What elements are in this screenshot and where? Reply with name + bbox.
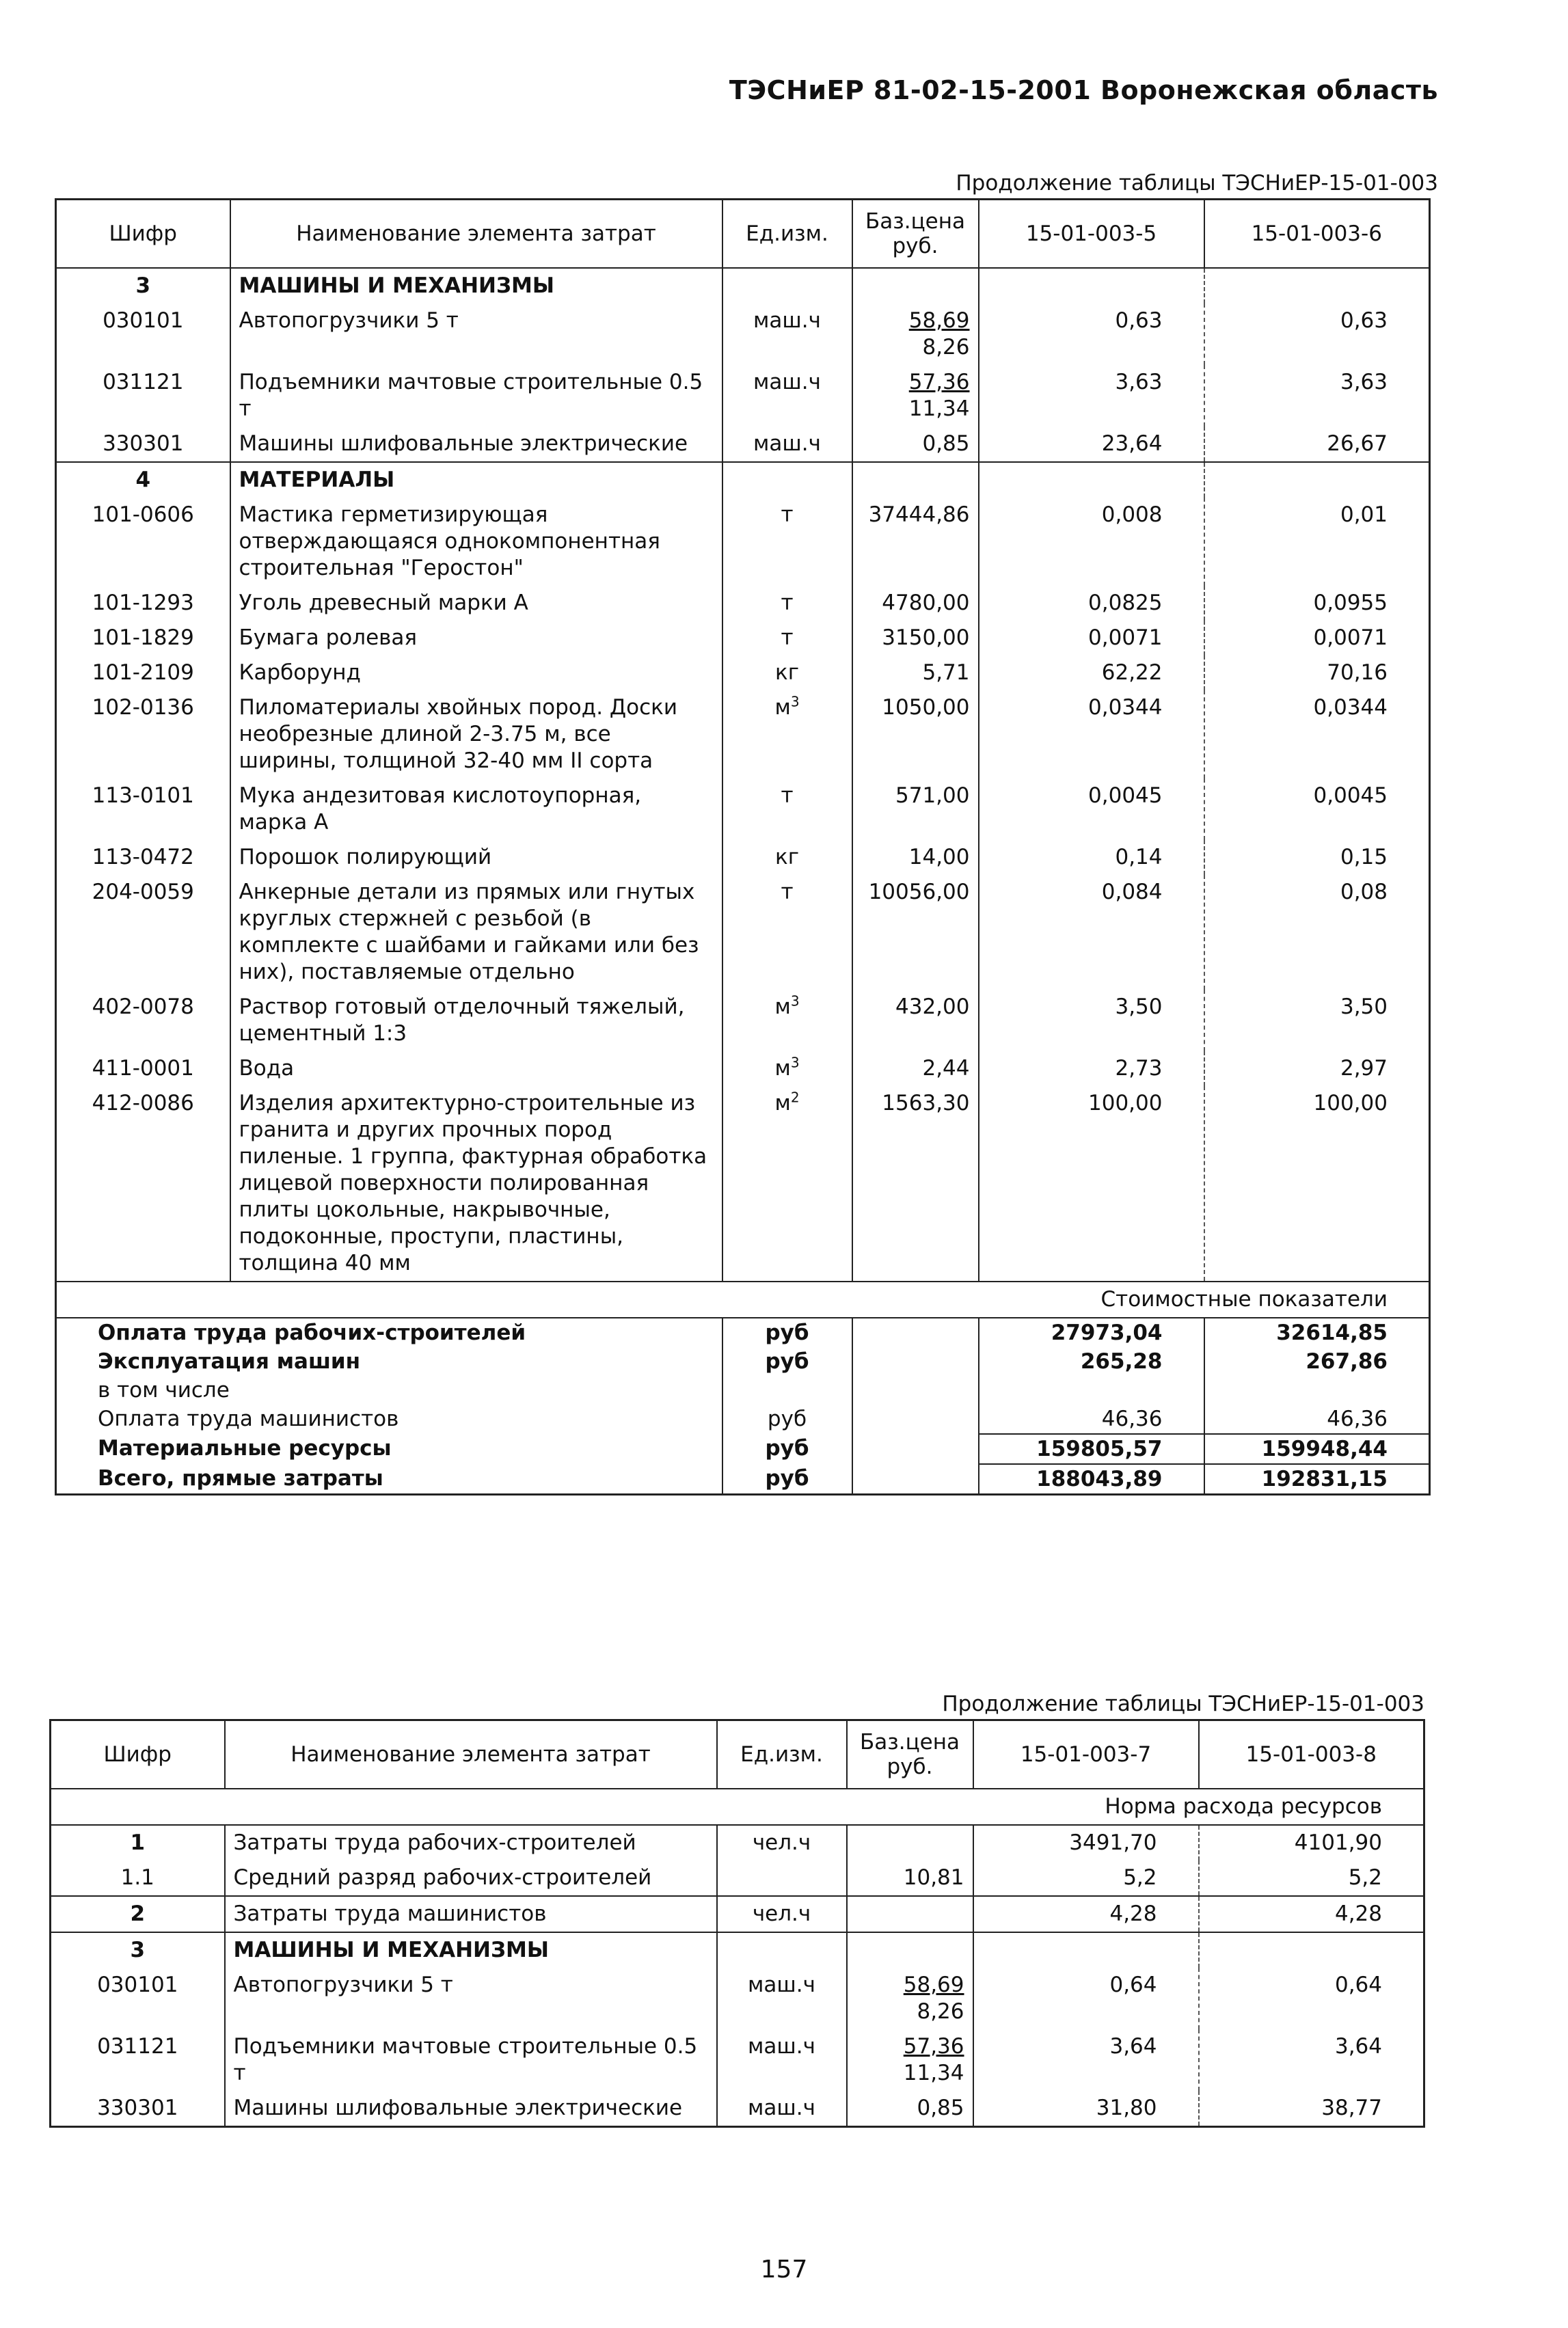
row-price [847, 1968, 973, 2029]
col-unit: Ед.изм. [717, 1720, 847, 1789]
row-value-b: 4,28 [1199, 1896, 1424, 1932]
unit-text: $м^2$ [774, 1089, 800, 1115]
col-variant-b: 15-01-003-8 [1199, 1720, 1424, 1789]
row-value-a: 0,0344 [979, 690, 1204, 779]
row-name: Бумага ролевая [230, 621, 722, 655]
table-row [56, 655, 1430, 690]
row-value-a: 5,2 [973, 1860, 1199, 1896]
row-code: 030101 [51, 1968, 225, 2029]
summary-value-a: 188043,89 [979, 1464, 1204, 1495]
row-price [852, 498, 979, 586]
row-code: 113-0101 [56, 779, 230, 840]
row-code: 102-0136 [56, 690, 230, 779]
row-name: Затраты труда рабочих-строителей [225, 1825, 717, 1860]
row-code: 101-2109 [56, 655, 230, 690]
table-row [56, 303, 1430, 365]
row-unit: кг [722, 840, 852, 875]
row-value-b [1199, 1932, 1424, 1968]
row-value-b: 70,16 [1327, 660, 1388, 685]
summary-value-a: 159805,57 [979, 1434, 1204, 1464]
summary-value-a: 27973,04 [979, 1318, 1204, 1347]
row-value-b: 100,00 [1313, 1090, 1388, 1115]
row-name: МАШИНЫ И МЕХАНИЗМЫ [230, 268, 722, 303]
table-row [56, 498, 1430, 586]
price-primary: 5,71 [922, 660, 970, 685]
row-price [847, 1932, 973, 1968]
row-value-b: 3,50 [1340, 994, 1388, 1019]
table-row [51, 2029, 1424, 2091]
summary-price [852, 1347, 979, 1376]
table-row [51, 1860, 1424, 1896]
summary-value-b [1204, 1376, 1430, 1405]
row-name: МАШИНЫ И МЕХАНИЗМЫ [225, 1932, 717, 1968]
col-code: Шифр [56, 200, 230, 268]
price-primary: 37444,86 [868, 502, 970, 527]
row-unit: маш.ч [722, 427, 852, 462]
row-code: 402-0078 [56, 990, 230, 1051]
row-unit: маш.ч [717, 1968, 847, 2029]
row-value-a: 0,0825 [979, 586, 1204, 621]
row-unit [722, 1051, 852, 1086]
table-row [51, 2091, 1424, 2127]
unit-text: $м^3$ [774, 992, 800, 1019]
row-code: 031121 [56, 365, 230, 427]
row-unit [717, 1932, 847, 1968]
price-secondary: 8,26 [922, 334, 970, 360]
row-value-a: 3491,70 [973, 1825, 1199, 1860]
row-code: 101-0606 [56, 498, 230, 586]
summary-band-row [56, 1282, 1430, 1318]
summary-name: Эксплуатация машин [56, 1347, 722, 1376]
price-primary: 0,85 [922, 431, 970, 456]
row-unit: маш.ч [722, 303, 852, 365]
row-price [852, 875, 979, 990]
row-value-b: 0,63 [1340, 308, 1388, 333]
summary-name: Материальные ресурсы [56, 1434, 722, 1464]
row-value-b: 5,2 [1348, 1865, 1382, 1890]
row-code: 113-0472 [56, 840, 230, 875]
summary-name: Оплата труда машинистов [56, 1405, 722, 1434]
row-name: Пиломатериалы хвойных пород. Доски необрезные длиной 2-3.75 м, все ширины, толщиной 32-40 мм II сорта [230, 690, 722, 779]
row-price [847, 2029, 973, 2091]
row-value-a: 100,00 [979, 1086, 1204, 1282]
col-name: Наименование элемента затрат [230, 200, 722, 268]
row-value-b: 0,0955 [1313, 590, 1388, 615]
summary-row [56, 1318, 1430, 1347]
row-unit: т [722, 875, 852, 990]
price-primary: 0,85 [917, 2095, 964, 2120]
row-name: МАТЕРИАЛЫ [230, 462, 722, 498]
row-value-b: 38,77 [1321, 2095, 1382, 2120]
row-name: Средний разряд рабочих-строителей [225, 1860, 717, 1896]
row-name: Мастика герметизирующая отверждающаяся однокомпонентная строительная "Геростон" [230, 498, 722, 586]
summary-value-b: 46,36 [1327, 1406, 1388, 1431]
table-row [51, 1825, 1424, 1860]
row-value-b: 0,0344 [1313, 694, 1388, 720]
row-price [852, 990, 979, 1051]
row-price [852, 303, 979, 365]
table-row [56, 875, 1430, 990]
row-unit: маш.ч [717, 2091, 847, 2127]
table1-caption: Продолжение таблицы ТЭСНиЕР-15-01-003 [956, 171, 1438, 195]
row-name: Порошок полирующий [230, 840, 722, 875]
row-value-a [979, 462, 1204, 498]
summary-value-a: 265,28 [979, 1347, 1204, 1376]
norm-band-row [51, 1789, 1424, 1825]
row-price [852, 268, 979, 303]
table-row [56, 586, 1430, 621]
row-name: Подъемники мачтовые строительные 0.5 т [230, 365, 722, 427]
row-code: 031121 [51, 2029, 225, 2091]
row-value-a: 31,80 [973, 2091, 1199, 2127]
row-value-b [1204, 462, 1430, 498]
price-primary: 14,00 [908, 844, 970, 869]
row-price [852, 586, 979, 621]
summary-unit: руб [722, 1464, 852, 1495]
row-value-a: 3,50 [979, 990, 1204, 1051]
row-value-a: 23,64 [979, 427, 1204, 462]
price-primary: 2,44 [922, 1055, 970, 1081]
row-value-b: 26,67 [1327, 431, 1388, 456]
col-price: Баз.цена руб. [847, 1720, 973, 1789]
row-value-a: 0,008 [979, 498, 1204, 586]
price-secondary: 8,26 [917, 1999, 964, 2024]
norm-band: Норма расхода ресурсов [51, 1789, 1424, 1825]
row-unit: маш.ч [717, 2029, 847, 2091]
row-unit [722, 1086, 852, 1282]
price-primary: 1563,30 [882, 1090, 970, 1115]
row-value-b: 0,64 [1334, 1972, 1382, 1997]
section-row [51, 1932, 1424, 1968]
summary-name: Всего, прямые затраты [56, 1464, 722, 1495]
row-price [847, 1860, 973, 1896]
row-value-b: 0,0045 [1313, 783, 1388, 808]
row-name: Автопогрузчики 5 т [225, 1968, 717, 2029]
row-price [847, 1825, 973, 1860]
row-code: 2 [51, 1896, 225, 1932]
row-value-a: 0,084 [979, 875, 1204, 990]
row-name: Уголь древесный марки А [230, 586, 722, 621]
table-row [56, 690, 1430, 779]
price-primary: 58,69 [908, 308, 970, 333]
unit-exponent: 3 [790, 1054, 800, 1071]
table2-caption: Продолжение таблицы ТЭСНиЕР-15-01-003 [942, 1692, 1424, 1716]
price-primary: 1050,00 [882, 694, 970, 720]
price-primary: 432,00 [895, 994, 970, 1019]
unit-text: $м^3$ [774, 693, 800, 720]
col-variant-a: 15-01-003-5 [979, 200, 1204, 268]
row-name: Автопогрузчики 5 т [230, 303, 722, 365]
table-row [56, 779, 1430, 840]
row-code: 1 [51, 1825, 225, 1860]
row-unit: т [722, 586, 852, 621]
price-primary: 4780,00 [882, 590, 970, 615]
summary-row [56, 1347, 1430, 1376]
row-unit [722, 268, 852, 303]
row-value-b: 0,15 [1340, 844, 1388, 869]
col-name: Наименование элемента затрат [225, 1720, 717, 1789]
table-row [56, 427, 1430, 462]
row-unit: маш.ч [722, 365, 852, 427]
row-code: 4 [56, 462, 230, 498]
col-variant-b: 15-01-003-6 [1204, 200, 1430, 268]
unit-exponent: 3 [790, 992, 800, 1010]
row-name: Изделия архитектурно-строительные из гранита и других прочных пород пиленые. 1 группа, фактурная обработка лицевой поверхности полированная плиты цокольные, накрывочные, подоконные, проступи, пластины, толщина 40 мм [230, 1086, 722, 1282]
row-unit: кг [722, 655, 852, 690]
table-row [51, 1968, 1424, 2029]
row-unit: т [722, 779, 852, 840]
table-row [51, 1896, 1424, 1932]
section-row [56, 268, 1430, 303]
table-row [56, 1051, 1430, 1086]
summary-value-a [979, 1376, 1204, 1405]
summary-band: Стоимостные показатели [56, 1282, 1430, 1318]
summary-name: в том числе [56, 1376, 722, 1405]
summary-name: Оплата труда рабочих-строителей [56, 1318, 722, 1347]
summary-unit: руб [722, 1434, 852, 1464]
col-variant-a: 15-01-003-7 [973, 1720, 1199, 1789]
row-value-b: 3,63 [1340, 369, 1388, 394]
price-primary: 57,36 [903, 2033, 964, 2059]
row-unit: чел.ч [717, 1825, 847, 1860]
row-value-a [973, 1932, 1199, 1968]
row-code: 101-1293 [56, 586, 230, 621]
row-price [852, 1086, 979, 1282]
resource-table-1 [55, 198, 1431, 1495]
summary-row [56, 1376, 1430, 1405]
row-code: 1.1 [51, 1860, 225, 1896]
row-name: Затраты труда машинистов [225, 1896, 717, 1932]
row-value-a: 0,64 [973, 1968, 1199, 2029]
summary-price [852, 1434, 979, 1464]
unit-exponent: 2 [790, 1089, 800, 1106]
summary-unit: руб [722, 1347, 852, 1376]
row-code: 412-0086 [56, 1086, 230, 1282]
summary-row [56, 1434, 1430, 1464]
document-title: ТЭСНиЕР 81-02-15-2001 Воронежская область [729, 75, 1438, 105]
row-unit [722, 990, 852, 1051]
row-value-b: 4101,90 [1294, 1830, 1382, 1855]
row-value-a: 3,63 [979, 365, 1204, 427]
row-price [847, 2091, 973, 2127]
row-value-a: 4,28 [973, 1896, 1199, 1932]
row-price [852, 655, 979, 690]
price-primary: 10,81 [903, 1865, 964, 1890]
page-number: 157 [760, 2256, 808, 2284]
row-unit [722, 690, 852, 779]
row-price [852, 621, 979, 655]
table-row [56, 1086, 1430, 1282]
price-secondary: 11,34 [908, 396, 970, 421]
summary-value-b: 32614,85 [1204, 1318, 1430, 1347]
unit-exponent: 3 [790, 693, 800, 710]
resource-table-2 [49, 1719, 1425, 2128]
table-row [56, 840, 1430, 875]
row-value-b: 0,0071 [1313, 625, 1388, 650]
row-unit: т [722, 498, 852, 586]
summary-value-b: 267,86 [1306, 1349, 1388, 1374]
price-primary: 57,36 [908, 369, 970, 394]
row-value-b: 3,64 [1334, 2033, 1382, 2059]
row-code: 204-0059 [56, 875, 230, 990]
section-row [56, 462, 1430, 498]
summary-value-b: 159948,44 [1204, 1434, 1430, 1464]
row-value-b: 0,08 [1340, 879, 1388, 904]
row-name: Карборунд [230, 655, 722, 690]
row-code: 330301 [51, 2091, 225, 2127]
row-name: Машины шлифовальные электрические [225, 2091, 717, 2127]
row-value-b: 2,97 [1340, 1055, 1388, 1081]
summary-unit: руб [722, 1405, 852, 1434]
price-primary: 571,00 [895, 783, 970, 808]
row-price [852, 690, 979, 779]
row-unit [717, 1860, 847, 1896]
row-value-a: 0,14 [979, 840, 1204, 875]
row-value-b: 0,01 [1340, 502, 1388, 527]
row-value-b [1204, 268, 1430, 303]
summary-unit [722, 1376, 852, 1405]
row-value-a [979, 268, 1204, 303]
price-primary: 58,69 [903, 1972, 964, 1997]
row-value-a: 0,0045 [979, 779, 1204, 840]
row-unit: т [722, 621, 852, 655]
table-row [56, 365, 1430, 427]
col-price: Баз.цена руб. [852, 200, 979, 268]
row-code: 030101 [56, 303, 230, 365]
row-price [852, 779, 979, 840]
table-row [56, 990, 1430, 1051]
summary-price [852, 1318, 979, 1347]
summary-unit: руб [722, 1318, 852, 1347]
summary-row [56, 1405, 1430, 1434]
row-code: 330301 [56, 427, 230, 462]
row-code: 101-1829 [56, 621, 230, 655]
row-price [852, 840, 979, 875]
summary-row [56, 1464, 1430, 1495]
row-code: 3 [51, 1932, 225, 1968]
row-value-a: 0,0071 [979, 621, 1204, 655]
summary-price [852, 1376, 979, 1405]
row-code: 411-0001 [56, 1051, 230, 1086]
row-value-a: 3,64 [973, 2029, 1199, 2091]
summary-value-b: 192831,15 [1204, 1464, 1430, 1495]
row-name: Анкерные детали из прямых или гнутых круглых стержней с резьбой (в комплекте с шайбами и гайками или без них), поставляемые отдельно [230, 875, 722, 990]
table-row [56, 621, 1430, 655]
row-price [852, 427, 979, 462]
summary-value-a: 46,36 [979, 1405, 1204, 1434]
col-unit: Ед.изм. [722, 200, 852, 268]
row-name: Раствор готовый отделочный тяжелый, цементный 1:3 [230, 990, 722, 1051]
row-name: Машины шлифовальные электрические [230, 427, 722, 462]
row-name: Подъемники мачтовые строительные 0.5 т [225, 2029, 717, 2091]
price-primary: 3150,00 [882, 625, 970, 650]
row-value-a: 0,63 [979, 303, 1204, 365]
row-name: Вода [230, 1051, 722, 1086]
price-primary: 10056,00 [868, 879, 970, 904]
row-unit: чел.ч [717, 1896, 847, 1932]
unit-text: $м^3$ [774, 1054, 800, 1081]
summary-price [852, 1405, 979, 1434]
row-price [852, 462, 979, 498]
price-secondary: 11,34 [903, 2060, 964, 2085]
row-value-a: 62,22 [979, 655, 1204, 690]
row-name: Мука андезитовая кислотоупорная, марка А [230, 779, 722, 840]
row-price [852, 1051, 979, 1086]
col-code: Шифр [51, 1720, 225, 1789]
summary-price [852, 1464, 979, 1495]
row-price [852, 365, 979, 427]
row-unit [722, 462, 852, 498]
row-code: 3 [56, 268, 230, 303]
row-price [847, 1896, 973, 1932]
row-value-a: 2,73 [979, 1051, 1204, 1086]
